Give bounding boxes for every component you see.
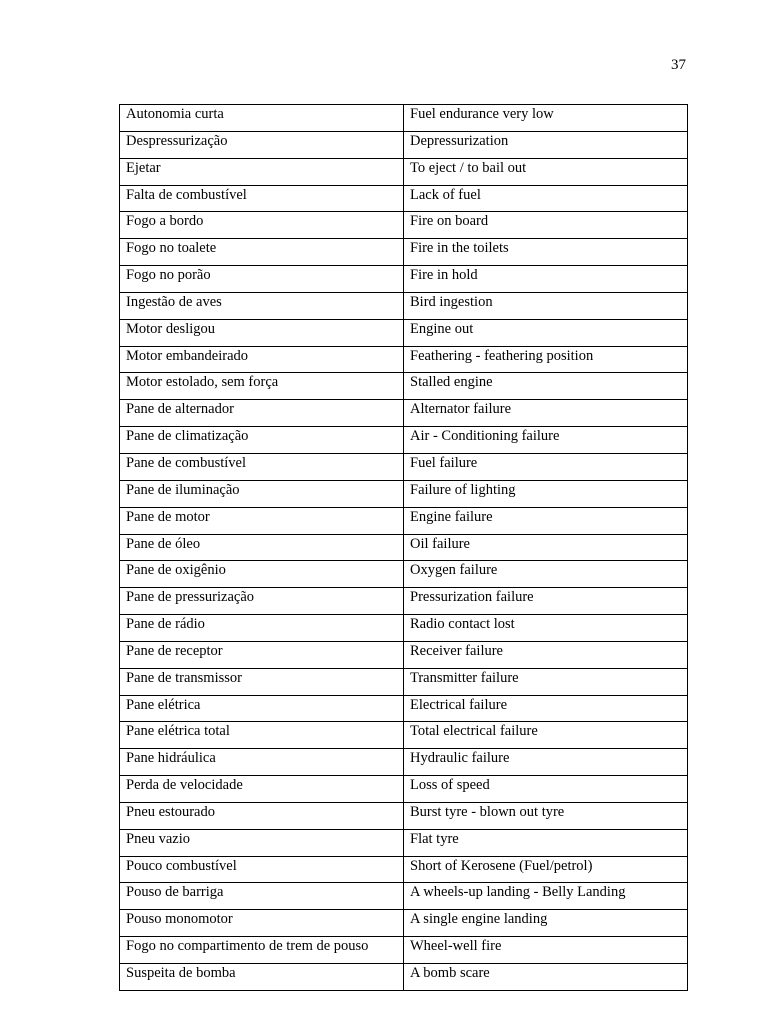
table-row: [120, 641, 688, 668]
table-row: [120, 910, 688, 937]
table-row: [120, 668, 688, 695]
portuguese-term: Pouso de barriga: [120, 883, 404, 910]
table-row: [120, 561, 688, 588]
portuguese-term: Fogo no compartimento de trem de pouso: [120, 937, 404, 964]
table-row: [120, 185, 688, 212]
table-row: [120, 319, 688, 346]
page-number: 37: [671, 57, 686, 73]
portuguese-term: Ingestão de aves: [120, 292, 404, 319]
table-row: [120, 400, 688, 427]
english-term: Oxygen failure: [404, 561, 688, 588]
table-row: [120, 829, 688, 856]
english-term: Radio contact lost: [404, 615, 688, 642]
english-term: Engine out: [404, 319, 688, 346]
glossary-table: [119, 104, 688, 991]
portuguese-term: Pouco combustível: [120, 856, 404, 883]
portuguese-term: Suspeita de bomba: [120, 964, 404, 991]
glossary-table-body: [120, 105, 688, 991]
english-term: Air - Conditioning failure: [404, 427, 688, 454]
table-row: [120, 105, 688, 132]
portuguese-term: Pane de receptor: [120, 641, 404, 668]
table-row: [120, 964, 688, 991]
english-term: Lack of fuel: [404, 185, 688, 212]
english-term: Short of Kerosene (Fuel/petrol): [404, 856, 688, 883]
portuguese-term: Motor desligou: [120, 319, 404, 346]
table-row: [120, 346, 688, 373]
table-row: [120, 480, 688, 507]
portuguese-term: Pane de transmissor: [120, 668, 404, 695]
english-term: Hydraulic failure: [404, 749, 688, 776]
portuguese-term: Perda de velocidade: [120, 776, 404, 803]
english-term: Burst tyre - blown out tyre: [404, 802, 688, 829]
english-term: A single engine landing: [404, 910, 688, 937]
portuguese-term: Pneu estourado: [120, 802, 404, 829]
table-row: [120, 158, 688, 185]
portuguese-term: Falta de combustível: [120, 185, 404, 212]
english-term: Engine failure: [404, 507, 688, 534]
portuguese-term: Despressurização: [120, 131, 404, 158]
english-term: A bomb scare: [404, 964, 688, 991]
english-term: Transmitter failure: [404, 668, 688, 695]
table-row: [120, 937, 688, 964]
table-row: [120, 802, 688, 829]
english-term: Wheel-well fire: [404, 937, 688, 964]
portuguese-term: Pane de combustível: [120, 453, 404, 480]
portuguese-term: Motor estolado, sem força: [120, 373, 404, 400]
table-row: [120, 373, 688, 400]
english-term: Flat tyre: [404, 829, 688, 856]
english-term: Total electrical failure: [404, 722, 688, 749]
english-term: Receiver failure: [404, 641, 688, 668]
english-term: Depressurization: [404, 131, 688, 158]
portuguese-term: Pane de oxigênio: [120, 561, 404, 588]
table-row: [120, 776, 688, 803]
portuguese-term: Pane hidráulica: [120, 749, 404, 776]
portuguese-term: Pane elétrica total: [120, 722, 404, 749]
table-row: [120, 131, 688, 158]
portuguese-term: Pneu vazio: [120, 829, 404, 856]
english-term: Failure of lighting: [404, 480, 688, 507]
table-row: [120, 427, 688, 454]
table-row: [120, 266, 688, 293]
english-term: Fuel endurance very low: [404, 105, 688, 132]
table-row: [120, 749, 688, 776]
portuguese-term: Pane de rádio: [120, 615, 404, 642]
table-row: [120, 722, 688, 749]
table-row: [120, 292, 688, 319]
table-row: [120, 212, 688, 239]
portuguese-term: Fogo no toalete: [120, 239, 404, 266]
table-row: [120, 883, 688, 910]
english-term: Fire in the toilets: [404, 239, 688, 266]
portuguese-term: Pane de óleo: [120, 534, 404, 561]
english-term: To eject / to bail out: [404, 158, 688, 185]
table-row: [120, 507, 688, 534]
english-term: Electrical failure: [404, 695, 688, 722]
portuguese-term: Pane de alternador: [120, 400, 404, 427]
table-row: [120, 856, 688, 883]
table-row: [120, 588, 688, 615]
english-term: Fuel failure: [404, 453, 688, 480]
english-term: Feathering - feathering position: [404, 346, 688, 373]
portuguese-term: Fogo a bordo: [120, 212, 404, 239]
table-row: [120, 453, 688, 480]
table-row: [120, 239, 688, 266]
portuguese-term: Pane elétrica: [120, 695, 404, 722]
portuguese-term: Ejetar: [120, 158, 404, 185]
english-term: A wheels-up landing - Belly Landing: [404, 883, 688, 910]
english-term: Oil failure: [404, 534, 688, 561]
portuguese-term: Pouso monomotor: [120, 910, 404, 937]
english-term: Stalled engine: [404, 373, 688, 400]
table-row: [120, 534, 688, 561]
portuguese-term: Pane de iluminação: [120, 480, 404, 507]
portuguese-term: Motor embandeirado: [120, 346, 404, 373]
table-row: [120, 615, 688, 642]
portuguese-term: Pane de motor: [120, 507, 404, 534]
english-term: Pressurization failure: [404, 588, 688, 615]
english-term: Fire on board: [404, 212, 688, 239]
english-term: Alternator failure: [404, 400, 688, 427]
portuguese-term: Pane de climatização: [120, 427, 404, 454]
english-term: Loss of speed: [404, 776, 688, 803]
portuguese-term: Fogo no porão: [120, 266, 404, 293]
portuguese-term: Autonomia curta: [120, 105, 404, 132]
english-term: Fire in hold: [404, 266, 688, 293]
portuguese-term: Pane de pressurização: [120, 588, 404, 615]
table-row: [120, 695, 688, 722]
english-term: Bird ingestion: [404, 292, 688, 319]
